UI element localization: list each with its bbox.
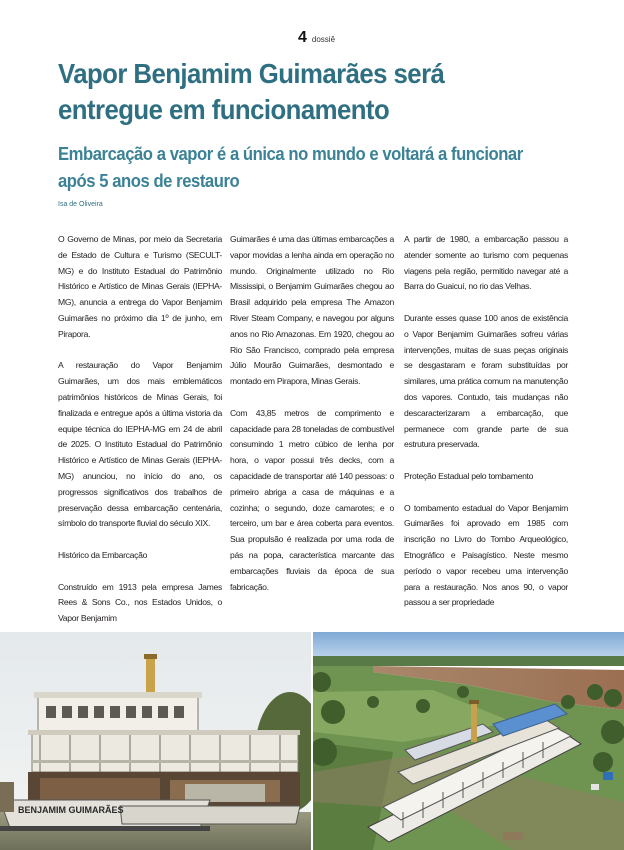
article-subtitle: Embarcação a vapor é a única no mundo e voltará a funcionar após 5 anos de restauro (58, 143, 523, 191)
text-column-3 (404, 232, 568, 611)
section-heading: Proteção Estadual pelo tombamento (404, 470, 534, 481)
paragraph: O Governo de Minas, por meio da Secretaria de Estado de Cultura e Turismo (SECULT-MG) e do Instituto Estadual do Patrimônio Histórico e Artístico de Minas Gerais (IEPHA-MG), anuncia a entrega do Vapor Benjamim Guimarães no próximo dia 1º de junho, em Pirapora. (58, 234, 222, 339)
text-column-1 (58, 232, 222, 627)
paragraph: Com 43,85 metros de comprimento e capacidade para 28 toneladas de combustível consumindo 1 metro cúbico de lenha por hora, o vapor possui três decks, com a capacidade de transportar até 140 pessoas: o primeiro abriga a casa de máquinas e a cozinha; o segundo, doze camarotes; e o terceiro, um bar e área coberta para eventos. Sua propulsão é realizada por uma roda de pás na popa, característica marcante das embarcações fluviais da época de sua fabricação. (230, 407, 394, 592)
paragraph: A partir de 1980, a embarcação passou a atender somente ao turismo com pequenas viagens pela região, permitido navegar até a Barra do Guaicuí, no rio das Velhas. (404, 234, 568, 292)
page-folio (298, 29, 335, 47)
text-column-2 (230, 232, 394, 595)
article-title: Vapor Benjamim Guimarães será entregue em funcionamento (58, 58, 445, 125)
paragraph: Construído em 1913 pela empresa James Rees & Sons Co., nos Estados Unidos, o Vapor Benjamim (58, 581, 222, 624)
page-number: 4 (298, 29, 307, 46)
steamboat-photo-aerial (313, 632, 624, 850)
boat-name-text: BENJAMIM GUIMARÃES (18, 805, 124, 815)
paragraph: A restauração do Vapor Benjamim Guimarães, um dos mais emblemáticos patrimônios históricos de Minas Gerais, foi finalizada e entregue após a última vistoria da equipe técnica do IEPHA-MG em 24 de abril de 2025. O Instituto Estadual do Patrimônio Histórico e Artístico de Minas Gerais (IEPHA-MG) anunciou, no início do ano, os progressos significativos dos trabalhos de preservação dessa embarcação centenária, símbolo do transporte fluvial do século XIX. (58, 360, 222, 529)
steamboat-photo-side (0, 632, 311, 850)
section-label: dossiê (311, 35, 336, 44)
paragraph: Guimarães é uma das últimas embarcações a vapor movidas a lenha ainda em operação no mundo. Originalmente utilizado no Rio Mississipi, o Benjamim Guimarães chegou ao Brasil adquirido pela empresa The Amazon River Steam Company, e navegou por alguns anos no Rio Amazonas. Em 1920, chegou ao Rio São Francisco, comprado pela empresa Júlio Mourão Guimarães, desmontado e montado em Pirapora, Minas Gerais. (230, 234, 394, 387)
article-byline: Isa de Oliveira (58, 201, 103, 208)
paragraph: Durante esses quase 100 anos de existência o Vapor Benjamim Guimarães sofreu várias intervenções, muitas de suas peças originais se desgastaram e foram substituídas por similares, uma prática comum na manutenção dos vapores. Contudo, tais mudanças não descaracterizaram a embarcação, que permanece com grande parte de sua estrutura preservada. (404, 312, 568, 450)
paragraph: O tombamento estadual do Vapor Benjamim Guimarães foi aprovado em 1985 com inscrição no Livro do Tombo Arqueológico, Etnográfico e Paisagístico. Neste mesmo período o vapor recebeu uma intervenção para a restauração. Nos anos 90, o vapor passou a ser propriedade (404, 502, 568, 608)
section-heading: Histórico da Embarcação (58, 549, 148, 560)
